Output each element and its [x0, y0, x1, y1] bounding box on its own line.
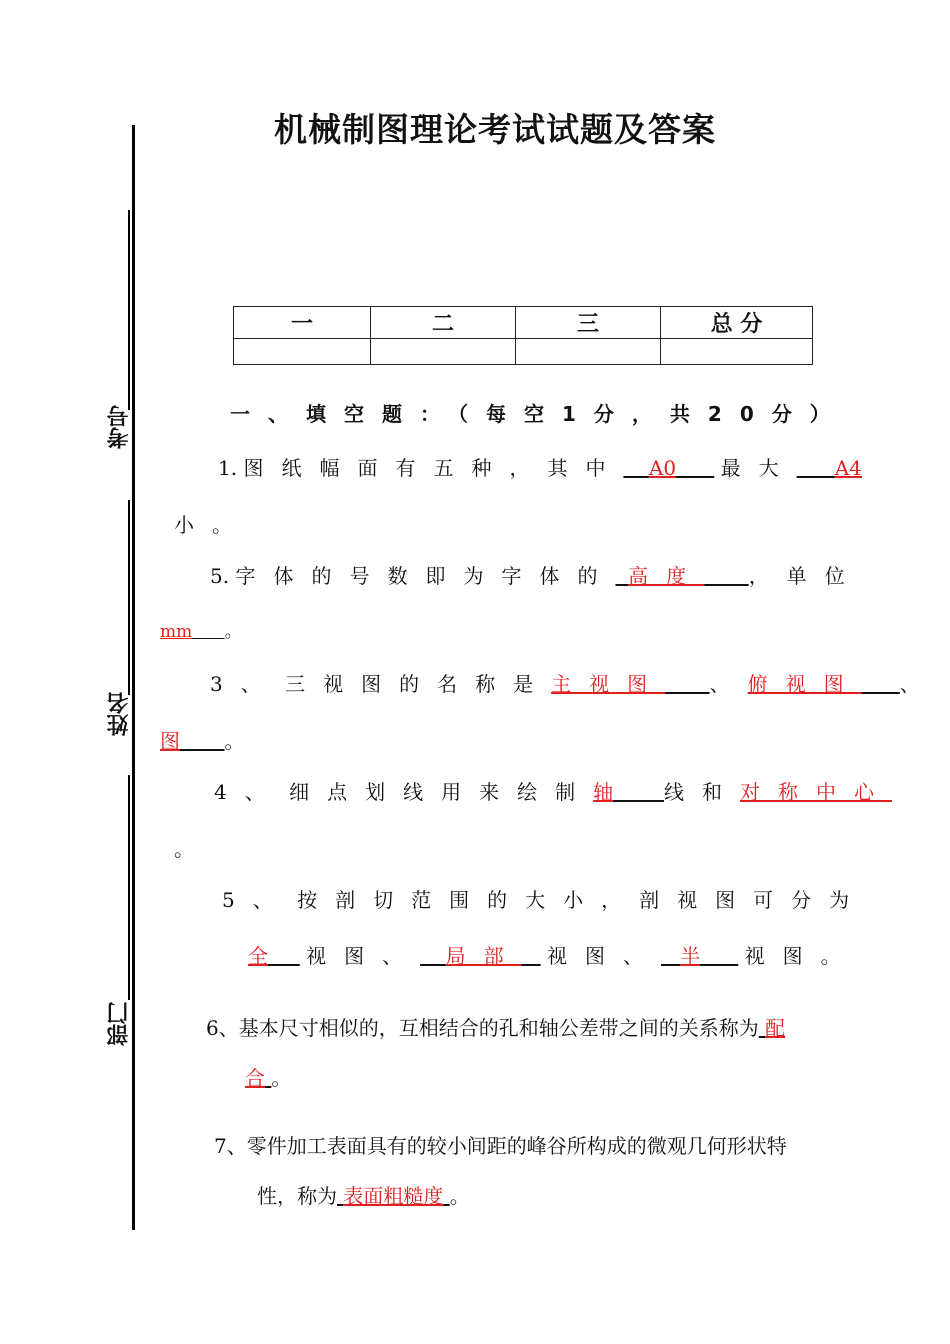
- q5-word-3: 视图。: [744, 944, 859, 968]
- q6-answer-part-1: 配: [765, 1016, 786, 1040]
- q1-answer-1: A0: [648, 456, 677, 480]
- q5-word-1: 视图、: [306, 944, 421, 968]
- q3-sep-1: 、: [709, 672, 748, 696]
- q2-mid: ，单位: [748, 564, 863, 588]
- q6-num: 6、: [206, 1016, 239, 1040]
- q4-num: 4、: [214, 780, 283, 804]
- q7-text: 零件加工表面具有的较小间距的峰谷所构成的微观几何形状特: [246, 1134, 787, 1158]
- q5-answer-1: 全: [248, 944, 268, 968]
- q2-answer-1: 高度: [628, 564, 705, 588]
- q1-tail: 小。: [174, 513, 250, 537]
- binding-line: [132, 125, 135, 1230]
- q5-answer-2: 局部: [445, 944, 522, 968]
- score-value-row: [234, 339, 813, 365]
- q7-answer-1: 表面粗糙度: [343, 1184, 444, 1208]
- section-heading: 一、填空题：（每空1分，共20分）: [230, 402, 848, 426]
- q7-tail: 。: [449, 1184, 470, 1208]
- q3-num: 3、: [210, 672, 279, 696]
- q3-answer-2: 俯视图: [747, 672, 862, 696]
- q2-tail: 。: [224, 622, 242, 642]
- q5-line2: [248, 940, 859, 969]
- q1-mid: 最大: [720, 456, 797, 480]
- q6-answer-part-2: 合: [245, 1066, 265, 1090]
- q2-answer-2: mm: [160, 622, 193, 642]
- q4-tail: 。: [174, 837, 194, 861]
- department-label: 部门: [107, 1002, 132, 1046]
- question-2: [210, 560, 863, 589]
- question-7: [214, 1130, 787, 1159]
- q2-num: 5.: [210, 564, 230, 588]
- q3-answer-1: 主视图: [551, 672, 666, 696]
- question-5: [222, 884, 867, 913]
- q6-text: 基本尺寸相似的，互相结合的孔和轴公差带之间的关系称为: [238, 1016, 759, 1040]
- exam-no-label: 考号: [107, 405, 132, 449]
- q1-answer-2: A4: [834, 456, 862, 480]
- q1-num: 1.: [218, 456, 238, 480]
- q6-tail: 。: [271, 1066, 292, 1090]
- department-underline: [128, 775, 130, 1000]
- score-cell-1[interactable]: [234, 339, 371, 365]
- score-header-1: 一: [234, 307, 371, 339]
- q4-text: 细点划线用来绘制: [289, 780, 594, 804]
- q3-sep-2: 、: [899, 672, 920, 696]
- q1-text: 图纸幅面有五种，其中: [243, 456, 624, 480]
- q2-text: 字体的号数即为字体的: [235, 564, 616, 588]
- q2-line2: [160, 617, 242, 642]
- score-cell-3[interactable]: [516, 339, 661, 365]
- question-1: [218, 452, 862, 481]
- q4-answer-1: 轴: [593, 780, 614, 804]
- question-6: [206, 1012, 785, 1041]
- q3-text: 三视图的名称是: [285, 672, 552, 696]
- name-label: 姓名: [107, 692, 132, 736]
- score-header-row: [234, 307, 813, 339]
- page-title: 机械制图理论考试试题及答案: [274, 110, 716, 149]
- q3-answer-3: 图: [160, 729, 180, 753]
- score-cell-2[interactable]: [371, 339, 516, 365]
- q4-mid: 线和: [663, 780, 740, 804]
- score-header-3: 三: [516, 307, 661, 339]
- q7-num: 7、: [214, 1134, 247, 1158]
- name-underline: [128, 500, 130, 695]
- score-cell-total[interactable]: [661, 339, 813, 365]
- question-4: [214, 776, 892, 805]
- score-table: [233, 306, 813, 365]
- exam-no-underline: [128, 210, 130, 410]
- q3-tail: 。: [224, 729, 245, 753]
- q7-text-2: 性，称为: [257, 1184, 337, 1208]
- q3-line2: [160, 725, 245, 754]
- q4-answer-2: 对称中心: [739, 780, 892, 804]
- question-3: [210, 668, 920, 697]
- q5-num: 5、: [222, 888, 291, 912]
- q5-word-2: 视图、: [547, 944, 662, 968]
- q6-line2: [245, 1062, 291, 1091]
- score-header-2: 二: [371, 307, 516, 339]
- q7-line2: [257, 1180, 470, 1209]
- q5-text: 按剖切范围的大小，剖视图可分为: [297, 888, 868, 912]
- q5-answer-3: 半: [680, 944, 701, 968]
- score-header-total: 总 分: [661, 307, 813, 339]
